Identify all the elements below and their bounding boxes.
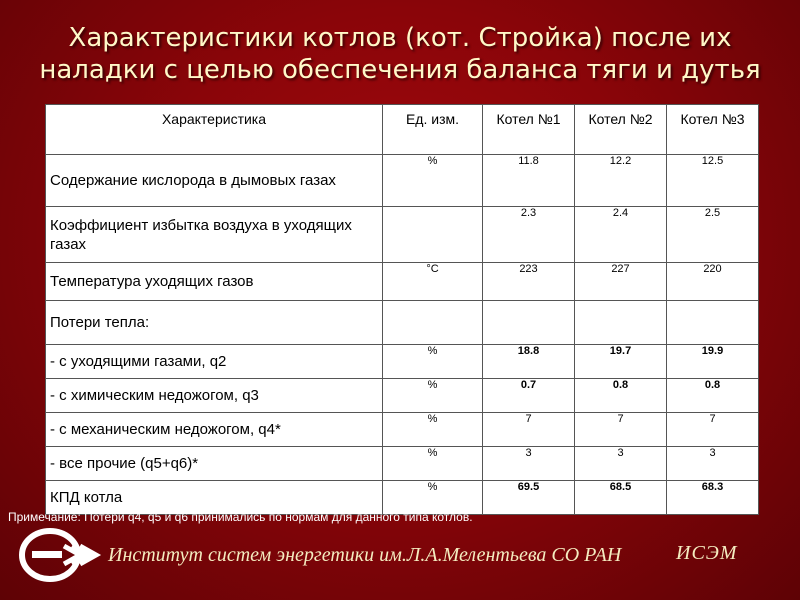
row-unit: %	[383, 481, 483, 515]
row-unit: °С	[383, 263, 483, 301]
row-unit: %	[383, 413, 483, 447]
row-label: - с уходящими газами, q2	[46, 345, 383, 379]
boiler-3-value: 220	[667, 263, 759, 301]
table-row	[46, 301, 759, 345]
table-row	[46, 345, 759, 379]
row-label: Содержание кислорода в дымовых газах	[46, 155, 383, 207]
boiler-2-value: 19.7	[575, 345, 667, 379]
row-unit	[383, 301, 483, 345]
column-header-boiler-2: Котел №2	[575, 105, 667, 155]
row-unit: %	[383, 345, 483, 379]
row-label: Температура уходящих газов	[46, 263, 383, 301]
footnote: Примечание: Потери q4, q5 и q6 принимались по нормам для данного типа котлов.	[8, 510, 473, 524]
boiler-2-value: 12.2	[575, 155, 667, 207]
boiler-1-value: 3	[483, 447, 575, 481]
boiler-2-value: 3	[575, 447, 667, 481]
row-label: КПД котла	[46, 481, 383, 515]
boiler-2-value: 2.4	[575, 207, 667, 263]
institute-logo-icon	[12, 522, 104, 586]
row-label: - все прочие (q5+q6)*	[46, 447, 383, 481]
row-unit: %	[383, 379, 483, 413]
row-unit: %	[383, 155, 483, 207]
boiler-3-value: 68.3	[667, 481, 759, 515]
column-header-boiler-1: Котел №1	[483, 105, 575, 155]
boiler-characteristics-table	[45, 104, 759, 515]
table-row	[46, 413, 759, 447]
boiler-1-value: 7	[483, 413, 575, 447]
row-label: Потери тепла:	[46, 301, 383, 345]
boiler-2-value: 227	[575, 263, 667, 301]
boiler-1-value: 69.5	[483, 481, 575, 515]
row-unit: %	[383, 447, 483, 481]
boiler-3-value: 19.9	[667, 345, 759, 379]
column-header-characteristic: Характеристика	[46, 105, 383, 155]
boiler-2-value	[575, 301, 667, 345]
boiler-1-value	[483, 301, 575, 345]
row-label: Коэффициент избытка воздуха в уходящих газах	[46, 207, 383, 263]
column-header-boiler-3: Котел №3	[667, 105, 759, 155]
boiler-3-value: 12.5	[667, 155, 759, 207]
boiler-3-value	[667, 301, 759, 345]
boiler-1-value: 11.8	[483, 155, 575, 207]
boiler-2-value: 7	[575, 413, 667, 447]
table-row	[46, 447, 759, 481]
institute-name: Институт систем энергетики им.Л.А.Мелентьева СО РАН	[108, 544, 622, 566]
boiler-3-value: 3	[667, 447, 759, 481]
table-header-row	[46, 105, 759, 155]
row-label: - с механическим недожогом, q4*	[46, 413, 383, 447]
page-title: Характеристики котлов (кот. Стройка) после их наладки с целью обеспечения баланса тяги и дутья	[39, 23, 761, 85]
boiler-1-value: 223	[483, 263, 575, 301]
row-unit	[383, 207, 483, 263]
boiler-3-value: 0.8	[667, 379, 759, 413]
column-header-unit: Ед. изм.	[383, 105, 483, 155]
boiler-1-value: 18.8	[483, 345, 575, 379]
boiler-2-value: 68.5	[575, 481, 667, 515]
table-row	[46, 379, 759, 413]
table-row	[46, 207, 759, 263]
boiler-1-value: 2.3	[483, 207, 575, 263]
boiler-3-value: 2.5	[667, 207, 759, 263]
institute-monogram: ИСЭМ	[676, 542, 738, 564]
boiler-3-value: 7	[667, 413, 759, 447]
boiler-2-value: 0.8	[575, 379, 667, 413]
table-row	[46, 155, 759, 207]
boiler-1-value: 0.7	[483, 379, 575, 413]
row-label: - с химическим недожогом, q3	[46, 379, 383, 413]
table-row	[46, 263, 759, 301]
